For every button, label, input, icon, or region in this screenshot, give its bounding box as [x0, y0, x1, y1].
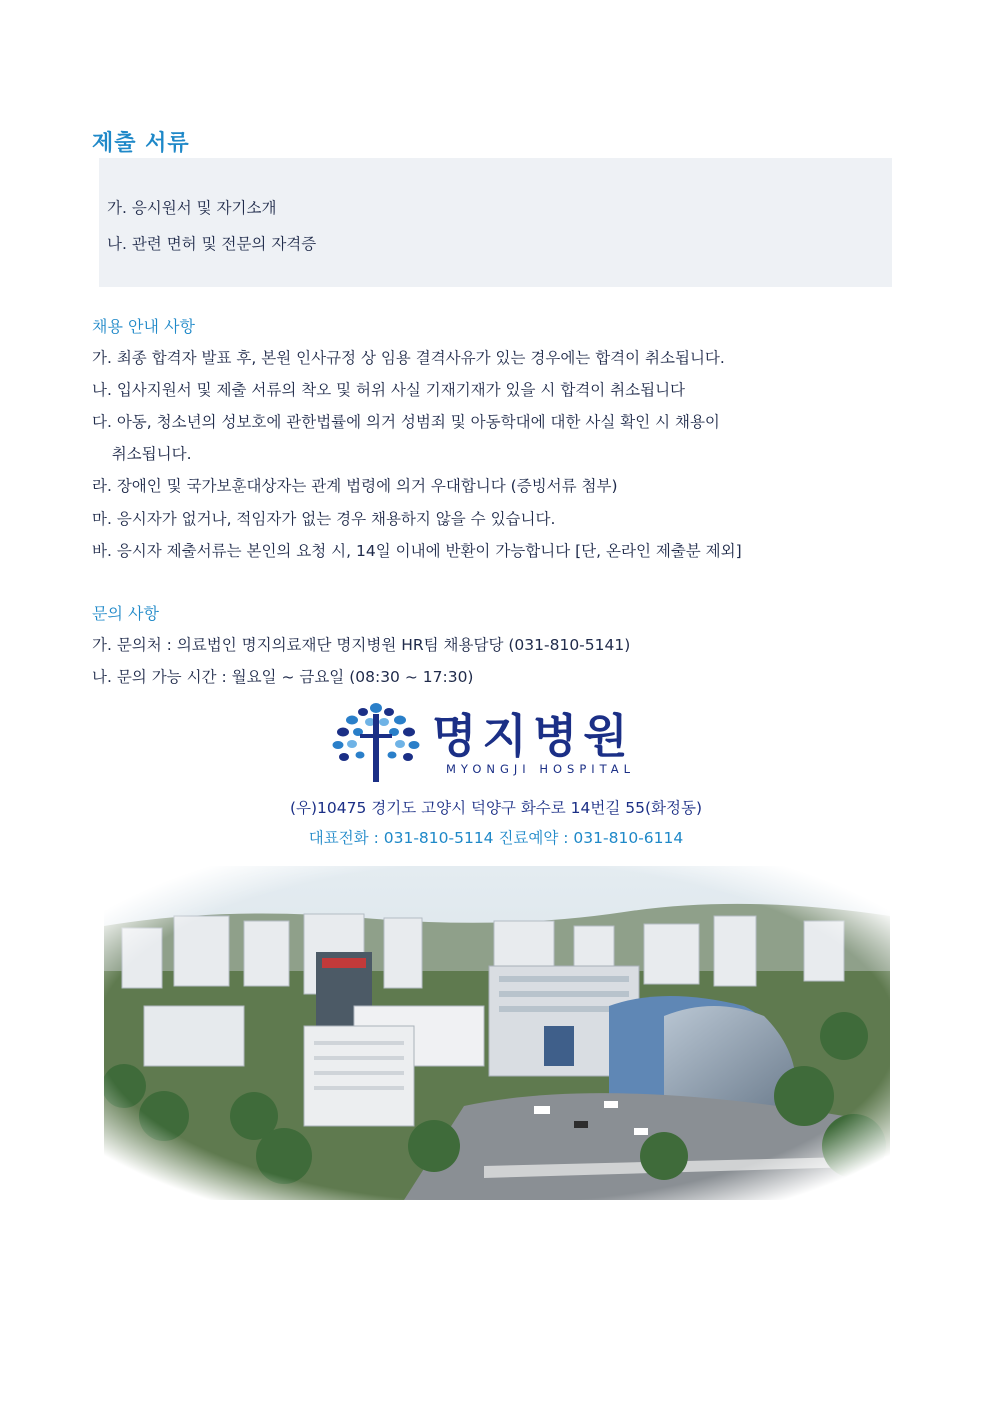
guide-line: 라. 장애인 및 국가보훈대상자는 관계 법령에 의거 우대합니다 (증빙서류 첨부)	[92, 477, 618, 495]
submission-heading: 제출 서류	[92, 131, 190, 156]
guide-line: 다. 아동, 청소년의 성보호에 관한법률에 의거 성범죄 및 아동학대에 대한 사실 확인 시 채용이	[92, 413, 720, 431]
inquiry-heading: 문의 사항	[92, 604, 159, 623]
inquiry-line: 가. 문의처 : 의료법인 명지의료재단 명지병원 HR팀 채용담당 (031-810-5141)	[92, 636, 631, 654]
guide-line: 가. 최종 합격자 발표 후, 본원 인사규정 상 임용 결격사유가 있는 경우에는 합격이 취소됩니다.	[92, 349, 725, 367]
guide-line: 나. 입사지원서 및 제출 서류의 착오 및 허위 사실 기재기재가 있을 시 합격이 취소됩니다	[92, 381, 686, 399]
address: (우)10475 경기도 고양시 덕양구 화수로 14번길 55(화정동)	[289, 799, 703, 817]
submission-item: 가. 응시원서 및 자기소개	[107, 199, 277, 217]
hospital-aerial-photo	[104, 866, 890, 1200]
guide-line: 마. 응시자가 없거나, 적임자가 없는 경우 채용하지 않을 수 있습니다.	[92, 510, 556, 528]
submission-box	[99, 158, 892, 287]
guide-line: 바. 응시자 제출서류는 본인의 요청 시, 14일 이내에 반환이 가능합니다 [단, 온라인 제출분 제외]	[92, 542, 742, 560]
guide-heading: 채용 안내 사항	[92, 317, 195, 336]
logo-name: 명지병원	[432, 709, 634, 763]
hospital-logo	[330, 700, 670, 784]
logo-subtitle: MYONGJI HOSPITAL	[446, 762, 636, 776]
guide-line: 취소됩니다.	[92, 445, 192, 463]
phone-numbers: 대표전화 : 031-810-5114 진료예약 : 031-810-6114	[308, 829, 684, 847]
inquiry-line: 나. 문의 가능 시간 : 월요일 ~ 금요일 (08:30 ~ 17:30)	[92, 668, 474, 686]
submission-item: 나. 관련 면허 및 전문의 자격증	[107, 235, 317, 253]
tree-logo-icon	[330, 700, 422, 784]
